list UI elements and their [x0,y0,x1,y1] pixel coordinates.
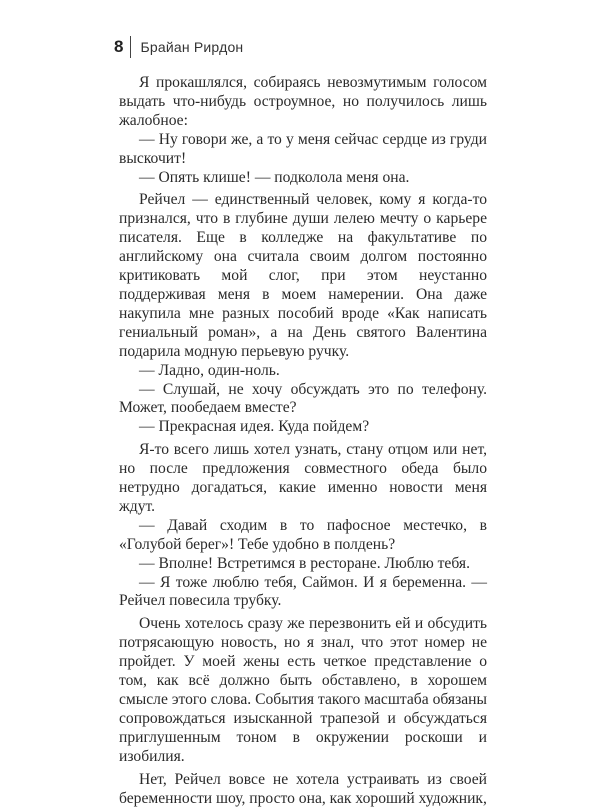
paragraph: — Я тоже люблю тебя, Саймон. И я беременна. — Рейчел повесила трубку. [119,573,487,610]
header-divider [130,36,131,58]
author-name: Брайан Рирдон [140,39,244,55]
paragraph: Нет, Рейчел вовсе не хотела устраивать из своей беременности шоу, просто она, как хороший художник, [119,770,487,807]
paragraph: — Ну говори же, а то у меня сейчас сердце из груди выскочит! [119,130,487,167]
paragraph: — Прекрасная идея. Куда пойдем? [139,418,370,436]
paragraph: Я прокашлялся, собираясь невозмутимым голосом выдать что-нибудь остроумное, но получилось лишь жалобное: [119,74,487,129]
body-text [119,74,487,808]
page-number: 8 [114,37,124,56]
paragraph: — Слушай, не хочу обсуждать это по телефону. Может, пообедаем вместе? [119,380,487,417]
paragraph: — Давай сходим в то пафосное местечко, в «Голубой берег»! Тебе удобно в полдень? [119,516,487,553]
paragraph: — Вполне! Встретимся в ресторане. Люблю тебя. [139,554,470,572]
paragraph: Рейчел — единственный человек, кому я когда-то признался, что в глубине души лелею мечту о карьере писателя. Еще в колледже на факультативе по английскому она считала своим долгом постоянно критиковать мой слог, при этом неустанно поддерживая меня в моем намерении. Она даже накупила мне разных пособий вроде «Как написать гениальный роман», а на День святого Валентина подарила модную перьевую ручку. [119,191,487,360]
paragraph: — Ладно, один-ноль. [139,361,280,379]
paragraph: Я-то всего лишь хотел узнать, стану отцом или нет, но после предложения совместного обеда было нетрудно догадаться, какие именно новости меня ждут. [119,441,487,515]
paragraph: — Опять клише! — подколола меня она. [139,168,410,186]
paragraph: Очень хотелось сразу же перезвонить ей и обсудить потрясающую новость, но я знал, что этот номер не пройдет. У моей жены есть четкое представление о том, как всё должно быть обставлено, в хорошем смысле этого слова. События такого масштаба обязаны сопровождаться изысканной трапезой и обсуждаться приглушенным тоном в окружении роскоши и изобилия. [119,615,487,765]
running-header [114,36,243,58]
